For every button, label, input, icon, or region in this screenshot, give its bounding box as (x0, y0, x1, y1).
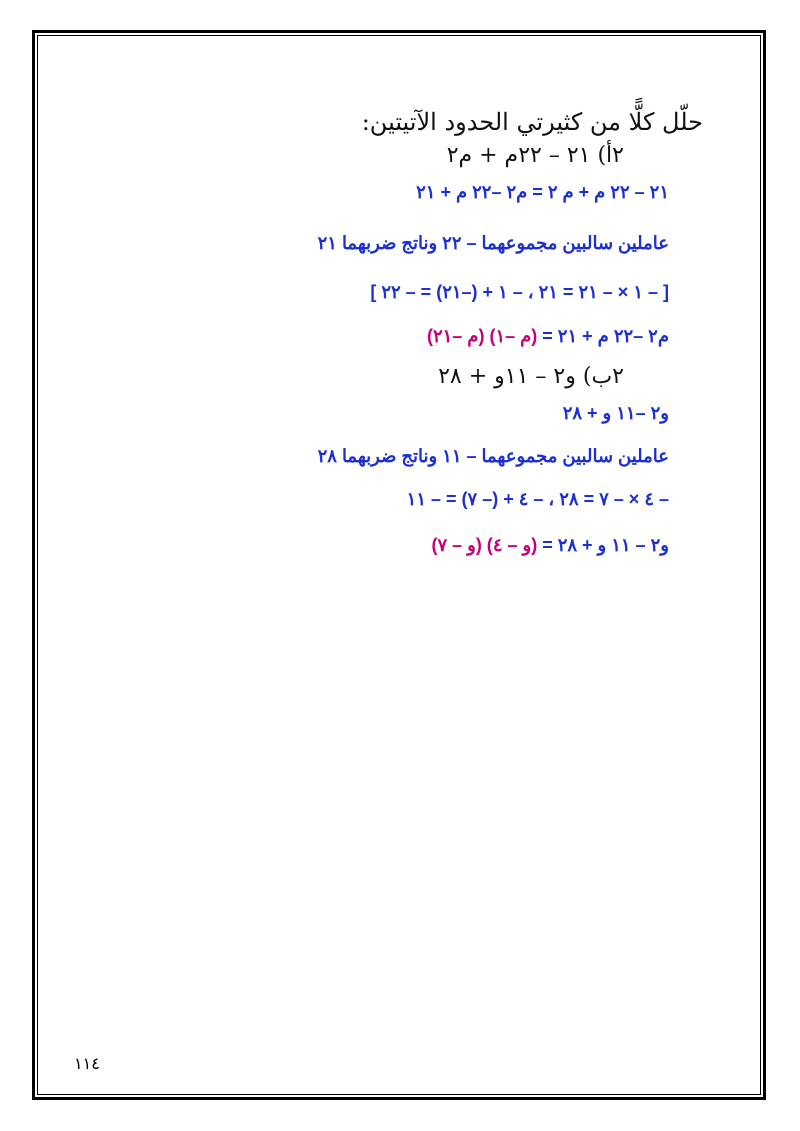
page-heading: حلّل كلًّا من كثيرتي الحدود الآتيتين: (361, 108, 703, 136)
part-b-problem: ٢ب) و٢ – ١١و + ٢٨ (438, 364, 624, 389)
part-a-step-3: [ – ١ × – ٢١ = ٢١ ، – ١ + (–٢١) = – ٢٢ ] (370, 282, 669, 302)
part-b-step-4-lhs: و٢ – ١١ و + ٢٨ = (537, 535, 669, 555)
part-b-step-3: – ٤ × – ٧ = ٢٨ ، – ٤ + (– ٧) = – ١١ (406, 489, 669, 509)
page-number: ١١٤ (74, 1054, 100, 1073)
part-a-step-4-factors: (م –١) (م –٢١) (426, 326, 538, 346)
part-b-step-4 (431, 535, 669, 556)
part-a-step-2: عاملين سالبين مجموعهما – ٢٢ وناتج ضربهما ٢١ (317, 233, 669, 253)
part-a-step-4-lhs: م٢ –٢٢ م + ٢١ = (537, 326, 669, 346)
part-b-step-4-factors: (و – ٤) (و – ٧) (431, 535, 538, 555)
part-b-step-1: و٢ –١١ و + ٢٨ (562, 403, 669, 423)
part-b-step-2: عاملين سالبين مجموعهما – ١١ وناتج ضربهما ٢٨ (317, 446, 669, 466)
part-a-step-1: ٢١ – ٢٢ م + م ٢ = م٢ –٢٢ م + ٢١ (416, 182, 669, 202)
part-a-problem: ٢أ) ٢١ – ٢٢م + م٢ (446, 143, 624, 168)
part-a-step-4 (427, 326, 669, 347)
